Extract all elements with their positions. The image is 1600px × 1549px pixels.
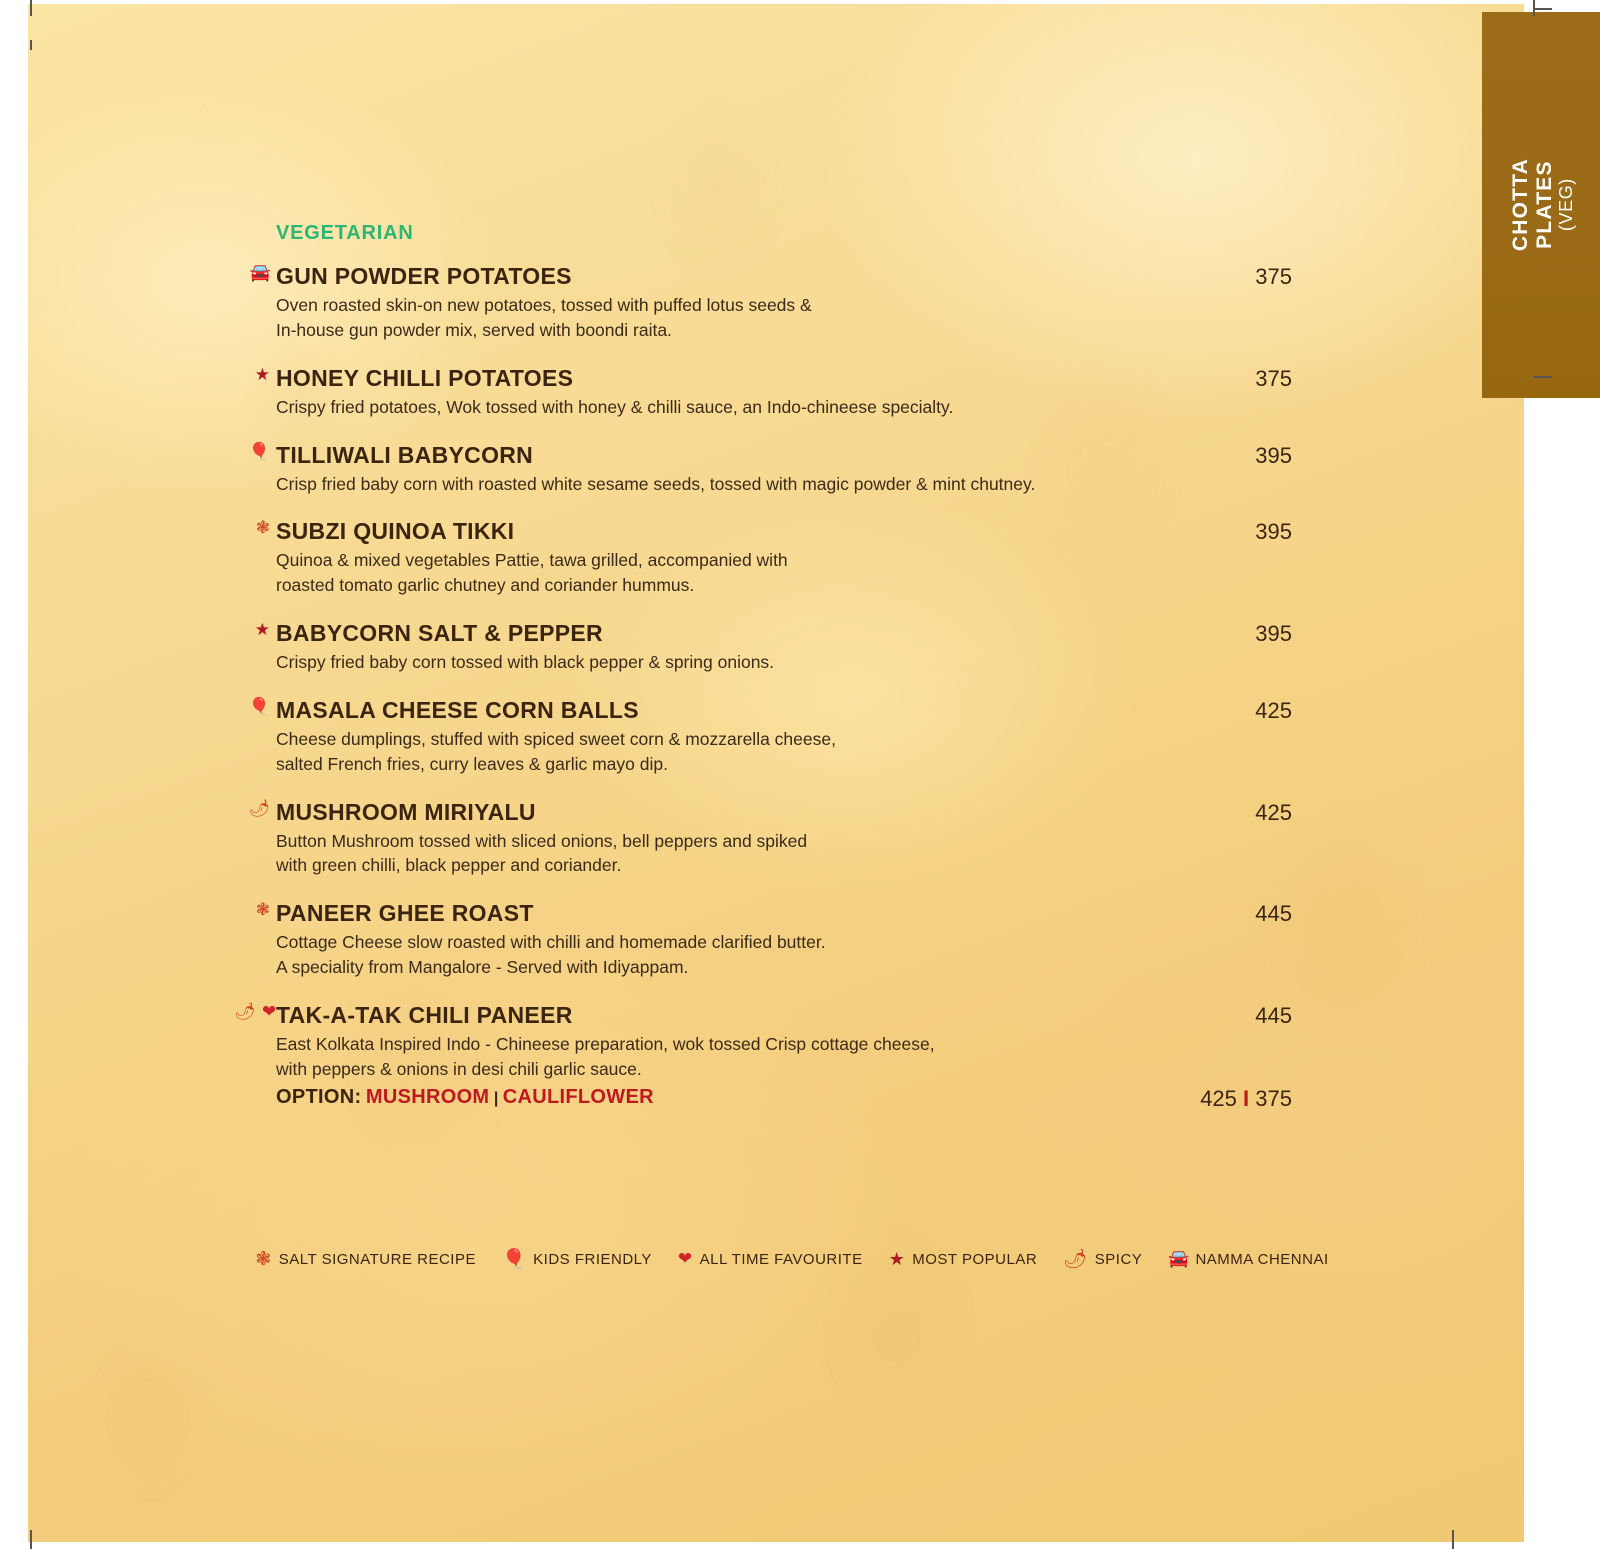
legend-item-spicy	[1063, 1247, 1142, 1271]
menu-item-header	[232, 697, 1292, 724]
menu-item-description-line: with peppers & onions in desi chili garlic sauce.	[276, 1058, 642, 1079]
legend-item-all-time-favourite	[678, 1249, 863, 1269]
most-popular-icon: ★	[254, 620, 270, 640]
legend-item-salt-signature	[255, 1248, 476, 1271]
option-price-separator: I	[1243, 1085, 1250, 1111]
option-label: OPTION:	[276, 1085, 362, 1108]
spicy-icon: 🌶	[1063, 1249, 1088, 1270]
option-price-mushroom: 425	[1200, 1085, 1237, 1111]
menu-item-name: BABYCORN SALT & PEPPER	[276, 620, 603, 647]
menu-item-name: MASALA CHEESE CORN BALLS	[276, 696, 639, 723]
legend-item-namma-chennai	[1168, 1249, 1328, 1269]
salt-signature-icon: ❃	[255, 518, 270, 538]
menu-item-price: 395	[1255, 442, 1292, 468]
menu-item-description-line: Button Mushroom tossed with sliced onions, bell peppers and spiked	[276, 830, 808, 851]
menu-item-price: 445	[1255, 901, 1292, 927]
option-price-cauliflower: 375	[1255, 1085, 1292, 1111]
namma-chennai-icon: 🚘	[1168, 1249, 1189, 1268]
menu-item-icons	[232, 621, 276, 638]
menu-item-price: 395	[1255, 519, 1292, 545]
menu-item	[232, 799, 1292, 879]
menu-item-description-line: Crispy fried baby corn tossed with black pepper & spring onions.	[276, 652, 775, 673]
menu-item-header	[232, 518, 1292, 545]
section-tab-text	[1509, 158, 1576, 251]
crop-mark-bottom-left-v	[30, 1530, 32, 1549]
menu-item-name: TAK-A-TAK CHILI PANEER	[276, 1001, 573, 1028]
legend	[232, 1247, 1352, 1271]
menu-item-icons	[232, 264, 276, 281]
legend-item-kids-friendly	[502, 1247, 652, 1271]
namma-chennai-icon: 🚘	[249, 263, 270, 282]
menu-item	[232, 620, 1292, 675]
salt-signature-icon: ❃	[255, 1248, 272, 1270]
menu-item-header	[232, 1002, 1292, 1029]
menu-item-price: 375	[1255, 365, 1292, 391]
menu-item-description-line: A speciality from Mangalore - Served with Idiyappam.	[276, 957, 689, 978]
section-tab-line-2: PLATES	[1532, 160, 1556, 250]
menu-item	[232, 1002, 1292, 1109]
menu-item-header	[232, 620, 1292, 647]
legend-label: KIDS FRIENDLY	[533, 1250, 652, 1268]
menu-item-price: 425	[1255, 697, 1292, 723]
crop-mark-top-left-v	[30, 0, 32, 16]
all-time-favourite-icon: ❤	[262, 1001, 277, 1021]
kids-friendly-icon: 🎈	[248, 696, 270, 716]
menu-item-description-line: Oven roasted skin-on new potatoes, tossed with puffed lotus seeds &	[276, 295, 812, 315]
menu-item-price: 395	[1255, 621, 1292, 647]
all-time-favourite-icon: ❤	[677, 1249, 693, 1268]
kids-friendly-icon: 🎈	[501, 1249, 527, 1270]
section-tab-chotta-plates-veg	[1482, 12, 1600, 398]
menu-item-option-row	[276, 1086, 1292, 1109]
menu-item-icons	[232, 1003, 276, 1020]
menu-item	[232, 365, 1292, 420]
menu-item-header	[232, 900, 1292, 927]
crop-mark-left-edge	[30, 40, 32, 50]
menu-item-description-line: Quinoa & mixed vegetables Pattie, tawa grilled, accompanied with	[276, 550, 788, 571]
section-label-vegetarian: VEGETARIAN	[276, 222, 414, 244]
menu-item-icons	[232, 366, 276, 383]
menu-item-header	[232, 442, 1292, 469]
menu-item-price: 375	[1255, 264, 1292, 289]
crop-mark-right-upper-h	[1534, 8, 1552, 10]
menu-item-name: MUSHROOM MIRIYALU	[276, 798, 536, 825]
spicy-icon: 🌶	[234, 1001, 256, 1021]
menu-item-description-line: In-house gun powder mix, served with boondi raita.	[276, 319, 672, 340]
option-price-group	[1200, 1086, 1292, 1112]
crop-mark-bottom-right-v	[1452, 1530, 1454, 1549]
menu-item-description-line: roasted tomato garlic chutney and coriander hummus.	[276, 575, 695, 596]
menu-item	[232, 900, 1292, 980]
menu-card	[28, 4, 1524, 1542]
menu-item-icons	[232, 443, 276, 460]
menu-item-name: SUBZI QUINOA TIKKI	[276, 518, 515, 545]
menu-item-description-line: Crispy fried potatoes, Wok tossed with honey & chilli sauce, an Indo-chineese specialty.	[276, 396, 954, 417]
menu-item-name: HONEY CHILLI POTATOES	[276, 364, 574, 391]
menu-item-header	[232, 365, 1292, 392]
menu-item-description-line: Crisp fried baby corn with roasted white sesame seeds, tossed with magic powder & mint chutney.	[276, 473, 1036, 494]
option-value-mushroom: MUSHROOM	[365, 1085, 490, 1108]
spicy-icon: 🌶	[248, 798, 270, 818]
menu-item-price: 445	[1255, 1002, 1292, 1028]
menu-item	[232, 697, 1292, 777]
salt-signature-icon: ❃	[255, 900, 270, 920]
menu-item-icons	[232, 698, 276, 715]
menu-item-description-line: East Kolkata Inspired Indo - Chineese preparation, wok tossed Crisp cottage cheese,	[276, 1033, 935, 1054]
legend-label: ALL TIME FAVOURITE	[699, 1250, 863, 1268]
option-separator: |	[493, 1089, 499, 1107]
legend-label: MOST POPULAR	[912, 1250, 1038, 1268]
menu-item	[232, 263, 1292, 343]
menu-item-header	[232, 263, 1292, 290]
section-tab-line-3: (VEG)	[1556, 178, 1577, 232]
menu-item-icons	[232, 519, 276, 536]
menu-item-icons	[232, 800, 276, 817]
legend-label: SALT SIGNATURE RECIPE	[278, 1250, 476, 1268]
menu-content	[232, 222, 1292, 1131]
menu-item-description-line: Cheese dumplings, stuffed with spiced sweet corn & mozzarella cheese,	[276, 728, 836, 749]
menu-item-description-line: salted French fries, curry leaves & garlic mayo dip.	[276, 753, 668, 774]
menu-item-price: 425	[1255, 799, 1292, 825]
menu-item-name: PANEER GHEE ROAST	[276, 900, 534, 927]
crop-mark-right-lower-h	[1534, 376, 1552, 378]
menu-item	[232, 442, 1292, 497]
menu-item-description-line: with green chilli, black pepper and coriander.	[276, 855, 622, 876]
menu-item-header	[232, 799, 1292, 826]
section-tab-line-1: CHOTTA	[1509, 158, 1533, 252]
legend-label: NAMMA CHENNAI	[1195, 1250, 1329, 1268]
most-popular-icon: ★	[888, 1248, 906, 1269]
legend-item-most-popular	[889, 1249, 1038, 1270]
menu-item	[232, 518, 1292, 598]
menu-item-name: GUN POWDER POTATOES	[276, 263, 572, 289]
most-popular-icon: ★	[254, 364, 270, 384]
menu-item-description-line: Cottage Cheese slow roasted with chilli and homemade clarified butter.	[276, 932, 826, 953]
legend-label: SPICY	[1094, 1250, 1143, 1268]
kids-friendly-icon: 🎈	[248, 441, 270, 461]
option-value-cauliflower: CAULIFLOWER	[502, 1085, 654, 1108]
menu-item-name: TILLIWALI BABYCORN	[276, 441, 534, 468]
menu-item-icons	[232, 901, 276, 918]
